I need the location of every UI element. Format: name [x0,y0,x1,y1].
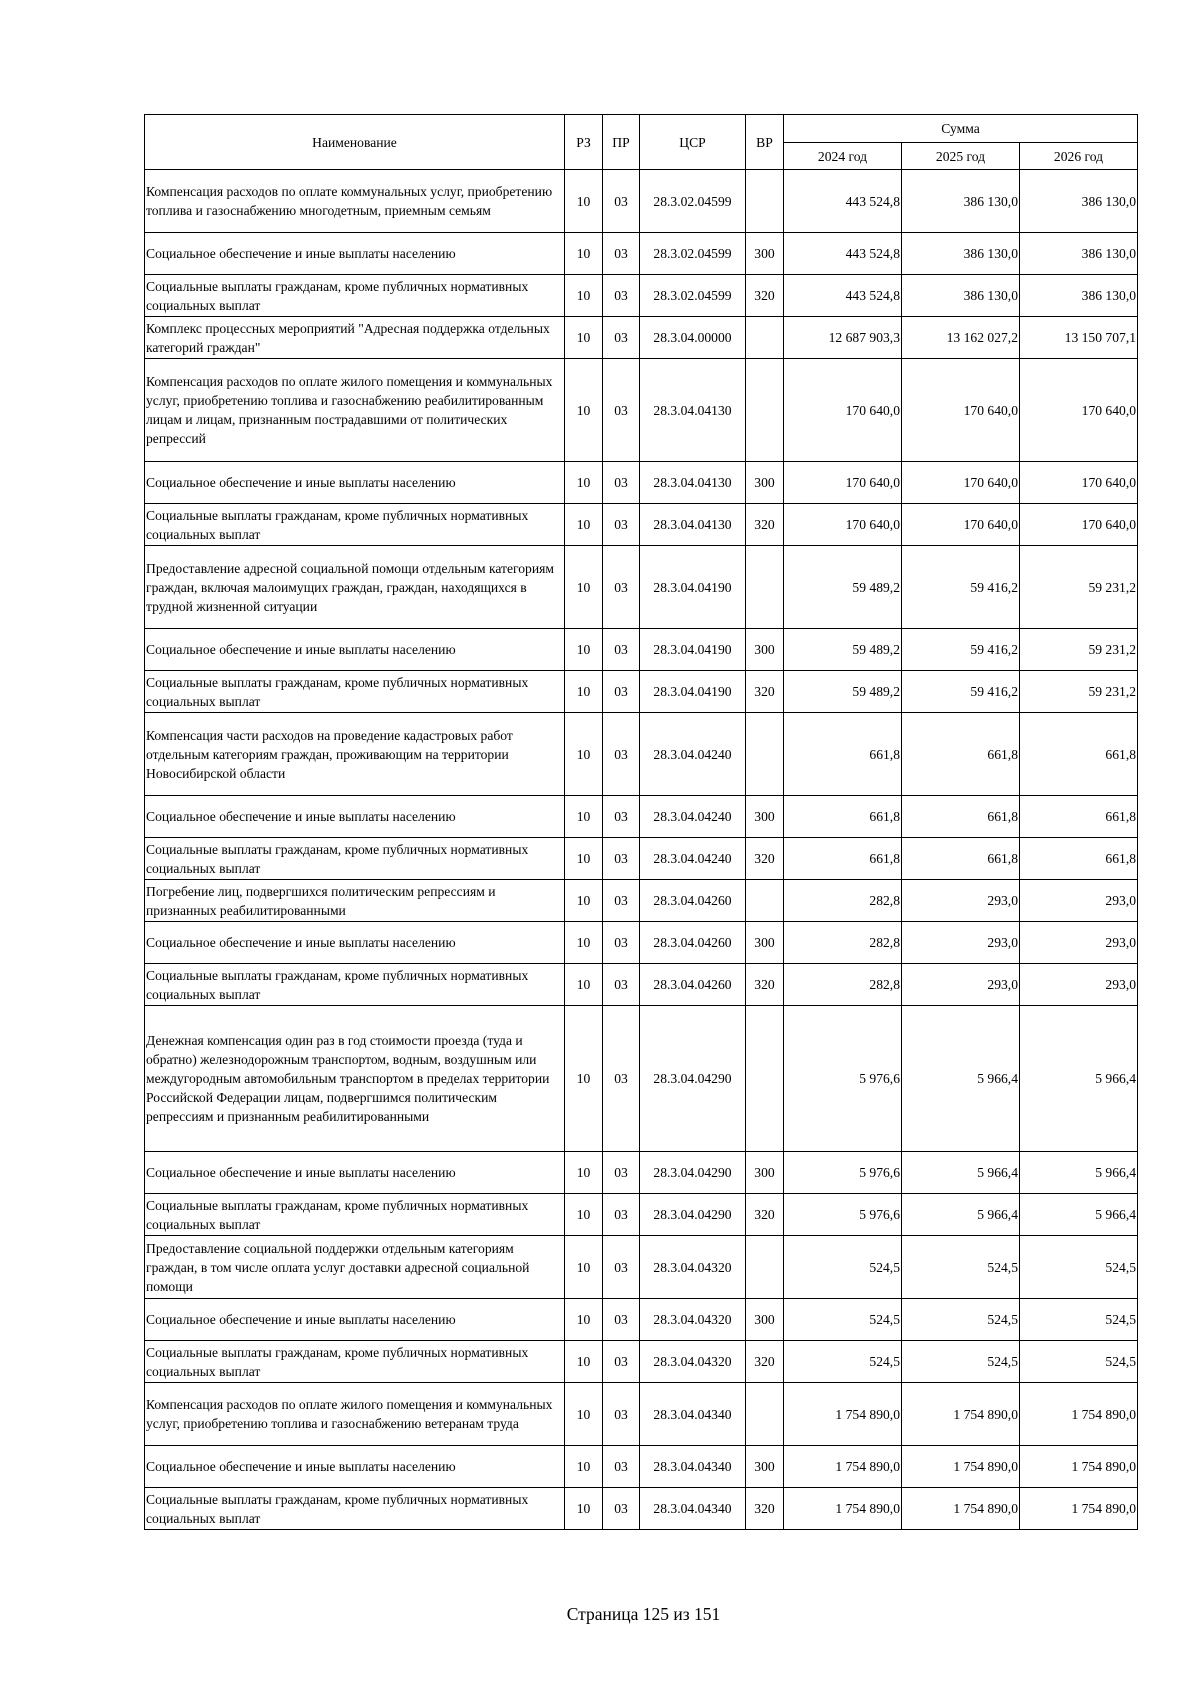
row-rz: 10 [565,1006,603,1152]
row-rz: 10 [565,838,603,880]
row-amount-2026: 293,0 [1020,880,1138,922]
row-pr: 03 [603,922,640,964]
row-pr: 03 [603,796,640,838]
row-pr: 03 [603,504,640,546]
row-csr: 28.3.04.04260 [640,964,746,1006]
row-vr [746,546,784,629]
row-pr: 03 [603,1446,640,1488]
row-csr: 28.3.04.04130 [640,359,746,462]
row-amount-2024: 59 489,2 [784,671,902,713]
row-amount-2026: 1 754 890,0 [1020,1383,1138,1446]
row-amount-2025: 386 130,0 [902,233,1020,275]
row-rz: 10 [565,880,603,922]
row-amount-2024: 59 489,2 [784,546,902,629]
row-amount-2024: 524,5 [784,1299,902,1341]
row-amount-2025: 170 640,0 [902,462,1020,504]
row-rz: 10 [565,671,603,713]
table-body [145,170,1138,1530]
row-name: Социальное обеспечение и иные выплаты населению [145,462,565,504]
table-row [145,1194,1138,1236]
row-vr [746,1006,784,1152]
row-vr: 300 [746,796,784,838]
row-pr: 03 [603,1236,640,1299]
row-pr: 03 [603,359,640,462]
row-amount-2025: 293,0 [902,922,1020,964]
header-csr: ЦСР [640,115,746,170]
row-vr [746,713,784,796]
row-csr: 28.3.04.04320 [640,1236,746,1299]
row-rz: 10 [565,233,603,275]
row-amount-2024: 443 524,8 [784,233,902,275]
table-row [145,1299,1138,1341]
row-amount-2026: 524,5 [1020,1299,1138,1341]
row-amount-2024: 170 640,0 [784,462,902,504]
row-vr: 300 [746,922,784,964]
table-row [145,880,1138,922]
header-vr: ВР [746,115,784,170]
row-amount-2025: 1 754 890,0 [902,1488,1020,1530]
header-year-2024: 2024 год [784,143,902,170]
row-name: Социальное обеспечение и иные выплаты населению [145,1299,565,1341]
row-vr [746,880,784,922]
row-csr: 28.3.04.04320 [640,1299,746,1341]
row-amount-2026: 170 640,0 [1020,504,1138,546]
row-pr: 03 [603,275,640,317]
row-pr: 03 [603,1006,640,1152]
row-name: Социальное обеспечение и иные выплаты населению [145,796,565,838]
row-csr: 28.3.02.04599 [640,233,746,275]
row-vr: 320 [746,1341,784,1383]
row-pr: 03 [603,671,640,713]
row-amount-2025: 59 416,2 [902,629,1020,671]
row-amount-2024: 524,5 [784,1341,902,1383]
row-amount-2025: 5 966,4 [902,1194,1020,1236]
row-rz: 10 [565,1194,603,1236]
row-vr: 300 [746,233,784,275]
row-csr: 28.3.04.04190 [640,629,746,671]
row-rz: 10 [565,317,603,359]
row-csr: 28.3.04.04260 [640,922,746,964]
row-name: Погребение лиц, подвергшихся политическим репрессиям и признанных реабилитированными [145,880,565,922]
row-amount-2025: 661,8 [902,796,1020,838]
table-row [145,838,1138,880]
row-vr [746,170,784,233]
row-amount-2025: 59 416,2 [902,671,1020,713]
row-amount-2024: 661,8 [784,713,902,796]
table-row [145,629,1138,671]
row-rz: 10 [565,275,603,317]
row-rz: 10 [565,462,603,504]
table-row [145,1006,1138,1152]
row-vr [746,317,784,359]
row-vr: 300 [746,462,784,504]
row-amount-2024: 170 640,0 [784,359,902,462]
row-amount-2024: 282,8 [784,964,902,1006]
row-amount-2026: 293,0 [1020,964,1138,1006]
row-rz: 10 [565,504,603,546]
row-amount-2026: 661,8 [1020,713,1138,796]
row-pr: 03 [603,1383,640,1446]
row-pr: 03 [603,546,640,629]
row-pr: 03 [603,317,640,359]
row-pr: 03 [603,880,640,922]
table-row [145,462,1138,504]
row-amount-2026: 386 130,0 [1020,233,1138,275]
row-rz: 10 [565,1236,603,1299]
row-amount-2025: 524,5 [902,1341,1020,1383]
row-amount-2025: 661,8 [902,713,1020,796]
row-pr: 03 [603,713,640,796]
header-name: Наименование [145,115,565,170]
row-name: Социальные выплаты гражданам, кроме публичных нормативных социальных выплат [145,275,565,317]
row-vr: 320 [746,504,784,546]
row-name: Социальное обеспечение и иные выплаты населению [145,233,565,275]
row-amount-2025: 1 754 890,0 [902,1383,1020,1446]
row-amount-2025: 386 130,0 [902,170,1020,233]
row-amount-2024: 661,8 [784,796,902,838]
row-name: Компенсация расходов по оплате жилого помещения и коммунальных услуг, приобретению топлива и газоснабжению ветеранам труда [145,1383,565,1446]
row-amount-2024: 282,8 [784,880,902,922]
row-rz: 10 [565,629,603,671]
row-amount-2025: 59 416,2 [902,546,1020,629]
row-amount-2025: 293,0 [902,964,1020,1006]
row-amount-2024: 1 754 890,0 [784,1383,902,1446]
row-name: Социальные выплаты гражданам, кроме публичных нормативных социальных выплат [145,1488,565,1530]
row-rz: 10 [565,1446,603,1488]
row-name: Социальные выплаты гражданам, кроме публичных нормативных социальных выплат [145,1341,565,1383]
row-pr: 03 [603,170,640,233]
row-name: Социальное обеспечение и иные выплаты населению [145,922,565,964]
row-csr: 28.3.04.04340 [640,1383,746,1446]
row-amount-2026: 59 231,2 [1020,546,1138,629]
row-name: Компенсация части расходов на проведение кадастровых работ отдельным категориям граждан, проживающим на территории Новосибирской области [145,713,565,796]
header-sum: Сумма [784,115,1138,143]
row-csr: 28.3.04.04290 [640,1194,746,1236]
row-amount-2026: 170 640,0 [1020,462,1138,504]
row-pr: 03 [603,838,640,880]
row-vr: 320 [746,275,784,317]
row-csr: 28.3.04.04240 [640,838,746,880]
table-row [145,964,1138,1006]
row-name: Социальное обеспечение и иные выплаты населению [145,1152,565,1194]
row-vr [746,1383,784,1446]
row-amount-2024: 170 640,0 [784,504,902,546]
row-csr: 28.3.04.04260 [640,880,746,922]
row-amount-2026: 170 640,0 [1020,359,1138,462]
row-amount-2026: 293,0 [1020,922,1138,964]
row-csr: 28.3.04.04190 [640,546,746,629]
table-row [145,170,1138,233]
row-rz: 10 [565,922,603,964]
header-year-2025: 2025 год [902,143,1020,170]
row-csr: 28.3.04.04130 [640,504,746,546]
table-row [145,796,1138,838]
row-amount-2026: 5 966,4 [1020,1194,1138,1236]
row-pr: 03 [603,1299,640,1341]
row-amount-2026: 13 150 707,1 [1020,317,1138,359]
table-row [145,1236,1138,1299]
row-amount-2026: 524,5 [1020,1341,1138,1383]
row-amount-2024: 5 976,6 [784,1006,902,1152]
row-amount-2025: 524,5 [902,1236,1020,1299]
row-pr: 03 [603,1488,640,1530]
row-amount-2024: 282,8 [784,922,902,964]
table-row [145,1488,1138,1530]
table-row [145,922,1138,964]
row-pr: 03 [603,1152,640,1194]
row-amount-2026: 5 966,4 [1020,1006,1138,1152]
row-amount-2024: 661,8 [784,838,902,880]
row-vr [746,1236,784,1299]
row-csr: 28.3.04.00000 [640,317,746,359]
table-row [145,504,1138,546]
row-amount-2025: 13 162 027,2 [902,317,1020,359]
row-vr: 320 [746,1488,784,1530]
row-csr: 28.3.04.04290 [640,1152,746,1194]
row-amount-2025: 5 966,4 [902,1006,1020,1152]
row-rz: 10 [565,1488,603,1530]
row-amount-2026: 1 754 890,0 [1020,1488,1138,1530]
row-rz: 10 [565,1341,603,1383]
row-csr: 28.3.02.04599 [640,275,746,317]
row-amount-2026: 5 966,4 [1020,1152,1138,1194]
row-rz: 10 [565,1299,603,1341]
row-amount-2025: 661,8 [902,838,1020,880]
row-amount-2025: 170 640,0 [902,504,1020,546]
row-amount-2024: 443 524,8 [784,275,902,317]
row-csr: 28.3.04.04340 [640,1446,746,1488]
row-amount-2026: 1 754 890,0 [1020,1446,1138,1488]
table-row [145,713,1138,796]
row-amount-2025: 5 966,4 [902,1152,1020,1194]
budget-table [144,114,1138,1530]
row-rz: 10 [565,713,603,796]
row-amount-2025: 1 754 890,0 [902,1446,1020,1488]
row-rz: 10 [565,1383,603,1446]
row-amount-2024: 5 976,6 [784,1194,902,1236]
row-vr: 320 [746,671,784,713]
row-name: Социальные выплаты гражданам, кроме публичных нормативных социальных выплат [145,1194,565,1236]
row-amount-2026: 59 231,2 [1020,671,1138,713]
row-pr: 03 [603,1341,640,1383]
table-row [145,275,1138,317]
row-vr: 320 [746,964,784,1006]
row-rz: 10 [565,796,603,838]
row-amount-2026: 59 231,2 [1020,629,1138,671]
row-vr: 320 [746,1194,784,1236]
row-csr: 28.3.04.04340 [640,1488,746,1530]
table-row [145,671,1138,713]
row-vr: 300 [746,1152,784,1194]
row-csr: 28.3.04.04320 [640,1341,746,1383]
row-name: Социальные выплаты гражданам, кроме публичных нормативных социальных выплат [145,504,565,546]
row-amount-2026: 524,5 [1020,1236,1138,1299]
row-csr: 28.3.04.04190 [640,671,746,713]
table-row [145,1341,1138,1383]
row-vr: 300 [746,629,784,671]
row-rz: 10 [565,170,603,233]
row-amount-2025: 524,5 [902,1299,1020,1341]
row-amount-2026: 386 130,0 [1020,170,1138,233]
row-amount-2026: 661,8 [1020,796,1138,838]
row-rz: 10 [565,1152,603,1194]
row-vr: 320 [746,838,784,880]
row-pr: 03 [603,1194,640,1236]
table-row [145,1446,1138,1488]
row-amount-2024: 12 687 903,3 [784,317,902,359]
table-row [145,546,1138,629]
row-name: Социальное обеспечение и иные выплаты населению [145,1446,565,1488]
row-amount-2024: 524,5 [784,1236,902,1299]
row-vr: 300 [746,1299,784,1341]
row-amount-2024: 5 976,6 [784,1152,902,1194]
row-pr: 03 [603,462,640,504]
table-row [145,359,1138,462]
row-amount-2026: 661,8 [1020,838,1138,880]
table-row [145,1383,1138,1446]
table-header [145,115,1138,170]
row-name: Социальные выплаты гражданам, кроме публичных нормативных социальных выплат [145,964,565,1006]
row-name: Социальные выплаты гражданам, кроме публичных нормативных социальных выплат [145,671,565,713]
row-amount-2024: 1 754 890,0 [784,1488,902,1530]
row-csr: 28.3.02.04599 [640,170,746,233]
row-csr: 28.3.04.04130 [640,462,746,504]
row-name: Социальные выплаты гражданам, кроме публичных нормативных социальных выплат [145,838,565,880]
row-name: Предоставление социальной поддержки отдельным категориям граждан, в том числе оплата услуг доставки адресной социальной помощи [145,1236,565,1299]
table-row [145,317,1138,359]
row-csr: 28.3.04.04240 [640,713,746,796]
row-amount-2025: 386 130,0 [902,275,1020,317]
row-name: Компенсация расходов по оплате коммунальных услуг, приобретению топлива и газоснабжению многодетным, приемным семьям [145,170,565,233]
header-pr: ПР [603,115,640,170]
row-name: Комплекс процессных мероприятий "Адресная поддержка отдельных категорий граждан" [145,317,565,359]
header-year-2026: 2026 год [1020,143,1138,170]
page-number: Страница 125 из 151 [566,1604,721,1624]
header-rz: РЗ [565,115,603,170]
row-amount-2024: 59 489,2 [784,629,902,671]
row-pr: 03 [603,233,640,275]
table-row [145,233,1138,275]
row-csr: 28.3.04.04240 [640,796,746,838]
row-amount-2026: 386 130,0 [1020,275,1138,317]
row-pr: 03 [603,629,640,671]
row-amount-2025: 170 640,0 [902,359,1020,462]
row-rz: 10 [565,964,603,1006]
row-vr: 300 [746,1446,784,1488]
row-name: Денежная компенсация один раз в год стоимости проезда (туда и обратно) железнодорожным транспортом, водным, воздушным или междугородным автомобильным транспортом в пределах территории Российской Федерации лицам, подвергшимся политическим репрессиям и признанным реабилитированными [145,1006,565,1152]
row-vr [746,359,784,462]
row-amount-2024: 443 524,8 [784,170,902,233]
row-name: Социальное обеспечение и иные выплаты населению [145,629,565,671]
row-pr: 03 [603,964,640,1006]
row-amount-2024: 1 754 890,0 [784,1446,902,1488]
row-name: Предоставление адресной социальной помощи отдельным категориям граждан, включая малоимущих граждан, граждан, находящихся в трудной жизненной ситуации [145,546,565,629]
table-row [145,1152,1138,1194]
row-name: Компенсация расходов по оплате жилого помещения и коммунальных услуг, приобретению топлива и газоснабжению реабилитированным лицам и лицам, признанным пострадавшими от политических репрессий [145,359,565,462]
row-rz: 10 [565,546,603,629]
row-csr: 28.3.04.04290 [640,1006,746,1152]
row-rz: 10 [565,359,603,462]
row-amount-2025: 293,0 [902,880,1020,922]
